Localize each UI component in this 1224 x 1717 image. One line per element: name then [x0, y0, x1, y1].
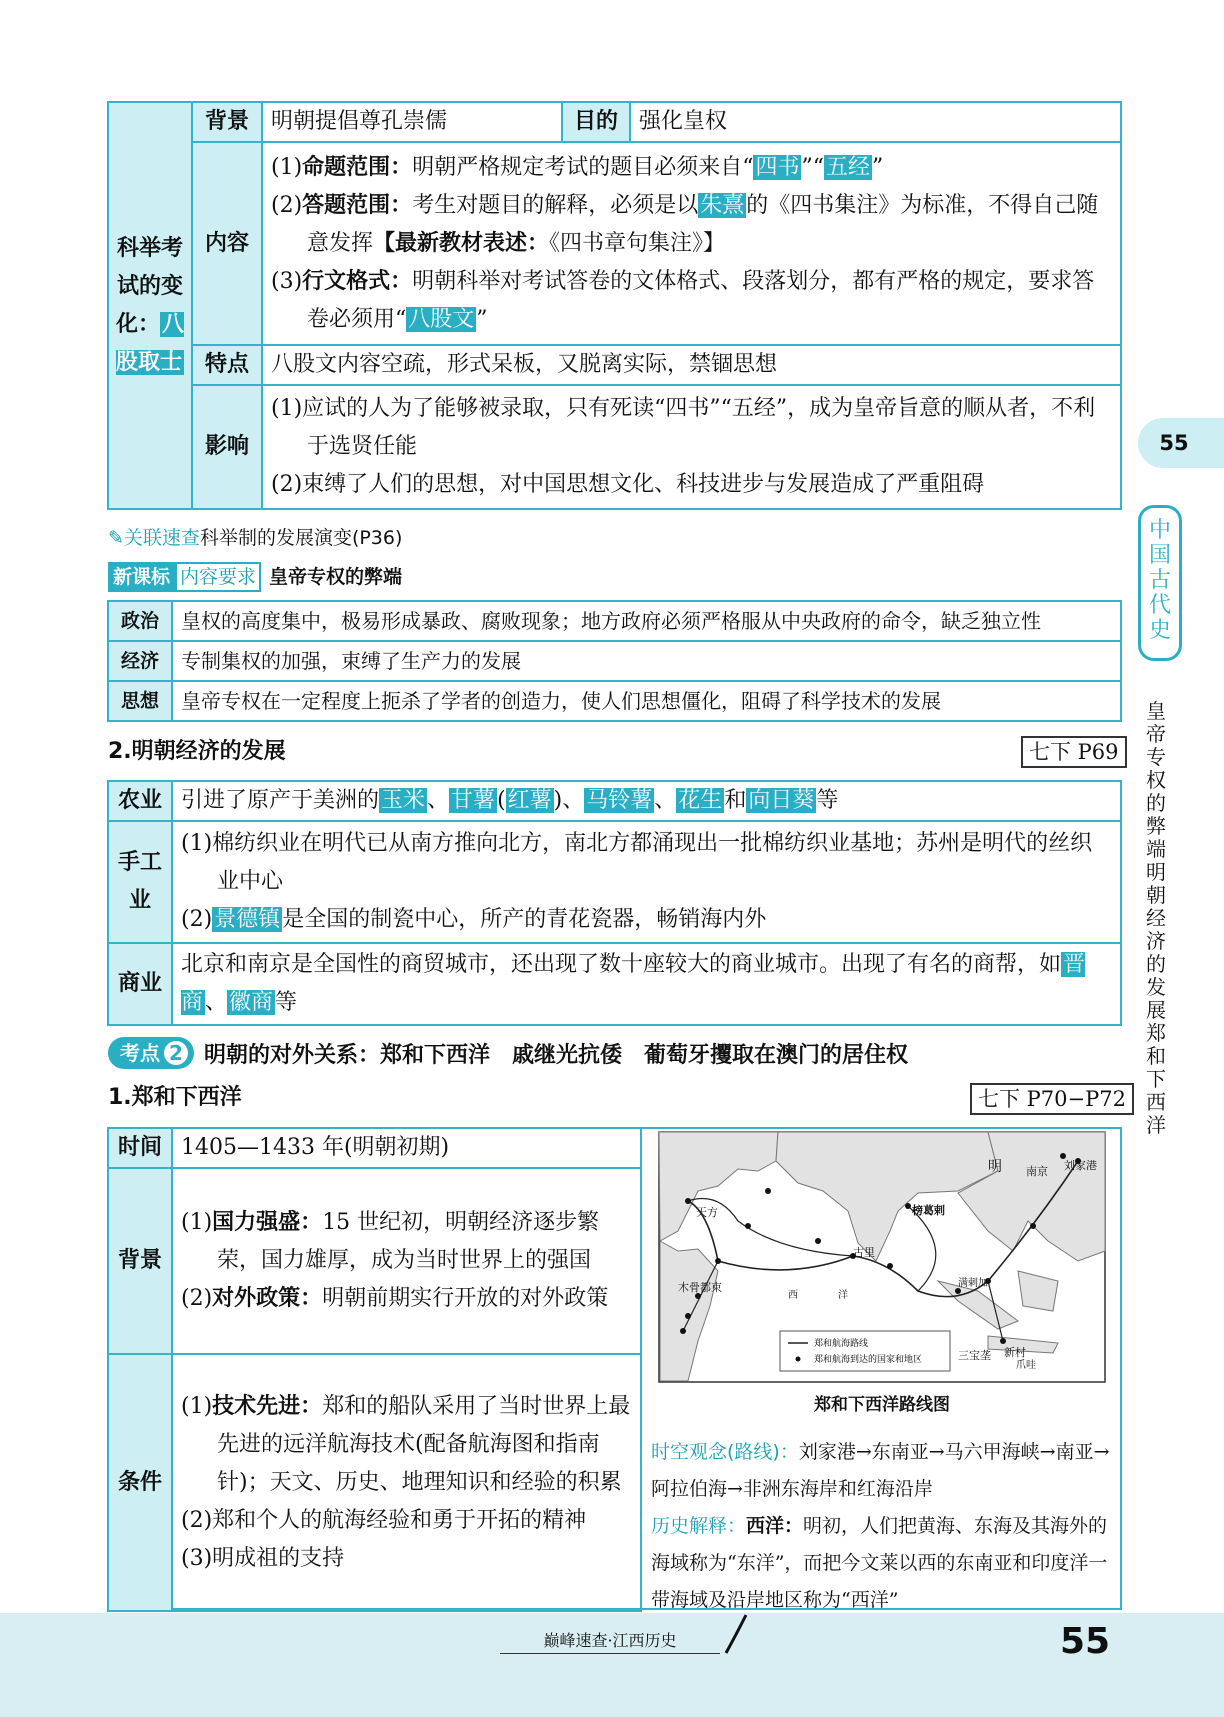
map-label-guli: 古里 [853, 1246, 875, 1259]
side-vertical-text: 皇帝专权的弊端 明朝经济的发展 郑和下西洋 [1146, 699, 1186, 1137]
content-label: 内容 [192, 142, 262, 345]
map-legend [780, 1331, 950, 1371]
economy-text: 专制集权的加强，束缚了生产力的发展 [172, 641, 1121, 681]
footer-page-number: 55 [1060, 1621, 1111, 1662]
content-cell [262, 142, 1121, 345]
kaodian-tag: 考点 2 [108, 1037, 194, 1069]
kaodian-number: 2 [164, 1041, 188, 1065]
time-text: 1405—1433 年(明朝初期) [172, 1128, 641, 1168]
map-label-mugudushu: 木骨都束 [678, 1281, 722, 1294]
impact-cell [262, 385, 1121, 509]
content-item-1: (1)命题范围：明朝严格规定考试的题目必须来自“四书”“五经” [271, 154, 884, 180]
map-notes [651, 1434, 1116, 1619]
craft-item-2: (2)景德镇是全国的制瓷中心，所产的青花瓷器，畅销海内外 [181, 907, 767, 932]
link-check: ✎关联速查科举制的发展演变(P36) [108, 527, 403, 549]
map-label-tianfang: 天方 [696, 1206, 718, 1219]
zhenghe-ref: 七下 P70−P72 [970, 1083, 1134, 1115]
politics-label: 政治 [108, 601, 172, 641]
cond-label: 条件 [108, 1354, 172, 1611]
background-label: 背景 [192, 102, 262, 142]
purpose-label: 目的 [562, 102, 630, 142]
commerce-label: 商业 [108, 943, 172, 1025]
content-item-3: (3)行文格式：明朝科举对考试答卷的文体格式、段落划分，都有严格的规定，要求答卷必须用“八股文” [271, 268, 1095, 332]
thought-label: 思想 [108, 681, 172, 721]
craft-cell [172, 821, 1121, 943]
agri-label: 农业 [108, 781, 172, 821]
exam-table [107, 101, 1122, 510]
map-label-xincun: 新村 [1004, 1346, 1026, 1359]
explain-note: 历史解释：西洋：明初，人们把黄海、东海及其海外的海域称为“东洋”，而把今文莱以西的东南亚和印度洋一带海域及沿岸地区称为“西洋” [651, 1515, 1108, 1611]
economy-ref: 七下 P69 [1021, 736, 1127, 768]
new-standard-title: 皇帝专权的弊端 [269, 566, 403, 588]
impact-item-2: (2)束缚了人们的思想，对中国思想文化、科技进步与发展造成了严重阻碍 [271, 472, 985, 497]
kaodian-title: 明朝的对外关系：郑和下西洋 戚继光抗倭 葡萄牙攫取在澳门的居住权 [204, 1042, 909, 1068]
exam-row-header: 科举考试的变化：八股取士 [108, 102, 192, 509]
cond-item-1: (1)技术先进：郑和的船队采用了当时世界上最先进的远洋航海技术(配备航海图和指南针)；天文、历史、地理知识和经验的积累 [181, 1393, 631, 1495]
content-item-2: (2)答题范围：考生对题目的解释，必须是以朱熹的《四书集注》为标准，不得自己随意发挥【最新教材表述：《四书章句集注》】 [271, 192, 1099, 256]
legend-point-marker [796, 1357, 801, 1362]
autocracy-table [107, 600, 1122, 722]
map-label-sanbaolong: 三宝垄 [958, 1349, 991, 1362]
feature-text: 八股文内容空疏，形式呆板，又脱离实际，禁锢思想 [262, 345, 1121, 385]
pen-icon [722, 1613, 752, 1657]
page-tab: 55 [1138, 418, 1224, 468]
kaodian-header [108, 1037, 908, 1069]
agri-text: 引进了原产于美洲的玉米、甘薯(红薯)、马铃薯、花生和向日葵等 [172, 781, 1121, 821]
link-pen-icon: ✎ [108, 527, 124, 549]
map-label-yang: 洋 [838, 1290, 848, 1301]
bg-label: 背景 [108, 1168, 172, 1354]
background-text: 明朝提倡尊孔崇儒 [262, 102, 562, 142]
feature-label: 特点 [192, 345, 262, 385]
legend-route-text: 郑和航海路线 [814, 1339, 869, 1349]
cond-cell [172, 1354, 641, 1611]
content-requirement-tag: 内容要求 [175, 562, 261, 592]
bg-item-2: (2)对外政策：明朝前期实行开放的对外政策 [181, 1286, 609, 1311]
new-standard-tag: 新课标 [108, 562, 175, 592]
route-note: 时空观念(路线)：刘家港→东南亚→马六甲海峡→南亚→阿拉伯海→非洲东海岸和红海沿岸 [651, 1441, 1110, 1500]
zhenghe-title: 1.郑和下西洋 [108, 1085, 242, 1110]
bg-cell [172, 1168, 641, 1354]
map-caption: 郑和下西洋路线图 [814, 1395, 950, 1415]
cond-item-3: (3)明成祖的支持 [181, 1545, 345, 1571]
impact-label: 影响 [192, 385, 262, 509]
commerce-text: 北京和南京是全国性的商贸城市，还出现了数十座较大的商业城市。出现了有名的商帮，如晋商、徽商等 [172, 943, 1121, 1025]
politics-text: 皇权的高度集中，极易形成暴政、腐败现象；地方政府必须严格服从中央政府的命令，缺乏独立性 [172, 601, 1121, 641]
thought-text: 皇帝专权在一定程度上扼杀了学者的创造力，使人们思想僵化，阻碍了科学技术的发展 [172, 681, 1121, 721]
map-label-ming: 明 [988, 1159, 1002, 1175]
time-label: 时间 [108, 1128, 172, 1168]
map-label-nanjing: 南京 [1026, 1165, 1048, 1178]
purpose-text: 强化皇权 [630, 102, 1121, 142]
voyage-map [658, 1131, 1106, 1383]
footer-brand: 巅峰速查·江西历史 [500, 1629, 720, 1654]
economy-label: 经济 [108, 641, 172, 681]
cond-item-2: (2)郑和个人的航海经验和勇于开拓的精神 [181, 1507, 587, 1533]
zhenghe-table [107, 1127, 642, 1612]
map-label-malacca: 满剌加 [958, 1278, 988, 1289]
economy-title: 2.明朝经济的发展 [108, 739, 286, 764]
impact-item-1: (1)应试的人为了能够被录取，只有死读“四书”“五经”，成为皇帝旨意的顺从者，不利于选贤任能 [271, 396, 1096, 459]
economy-table [107, 780, 1122, 1026]
craft-item-1: (1)棉纺织业在明代已从南方推向北方，南北方都涌现出一批棉纺织业基地；苏州是明代的丝织业中心 [181, 831, 1093, 894]
bg-item-1: (1)国力强盛：15 世纪初，明朝经济逐步繁荣，国力雄厚，成为当时世界上的强国 [181, 1210, 600, 1273]
map-label-zhaowa: 爪哇 [1016, 1360, 1036, 1371]
legend-point-text: 郑和航海到达的国家和地区 [814, 1355, 923, 1365]
chapter-tab: 中国古代史 [1138, 505, 1182, 661]
map-label-banggela: 榜葛剌 [912, 1204, 945, 1217]
map-label-liujiagang: 刘家港 [1064, 1159, 1097, 1172]
new-standard [108, 562, 402, 592]
map-label-xi: 西 [788, 1290, 798, 1301]
craft-label: 手工业 [108, 821, 172, 943]
